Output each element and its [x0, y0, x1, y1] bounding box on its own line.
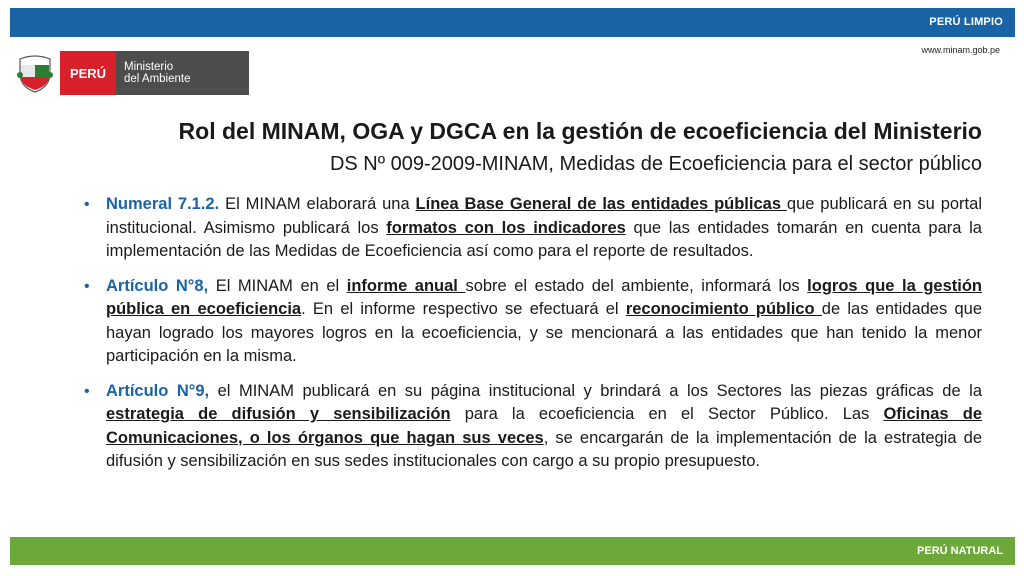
- website-url[interactable]: www.minam.gob.pe: [921, 45, 1000, 55]
- text-segment: el MINAM publicará en su página institucional y brindará a los Sectores las piezas gráficas de la: [209, 381, 982, 400]
- logo-country: PERÚ: [60, 51, 116, 95]
- slide-title: Rol del MINAM, OGA y DGCA en la gestión de ecoeficiencia del Ministerio: [178, 118, 982, 144]
- item-lead: Numeral 7.1.2.: [106, 195, 220, 213]
- bottom-banner-label: PERÚ NATURAL: [917, 545, 1003, 557]
- emphasis-segment: estrategia de difusión y sensibilización: [106, 405, 451, 423]
- emphasis-segment: Oficinas de Comunicaciones, o los órganos que hagan sus veces: [106, 405, 982, 447]
- bullet-icon: •: [84, 382, 90, 400]
- logo-ministry-line1: Ministerio: [124, 61, 174, 73]
- item-lead: Artículo N°8,: [106, 276, 209, 295]
- coat-of-arms-icon: [16, 53, 54, 93]
- text-segment: para la ecoeficiencia en el Sector Público. Las: [450, 405, 884, 423]
- text-segment: que publicará en su portal institucional. Asimismo publicará los: [106, 195, 982, 237]
- item-text: [106, 277, 982, 366]
- item-text: [106, 195, 982, 260]
- emphasis-segment: reconocimiento público: [625, 300, 822, 318]
- bottom-banner: [10, 537, 1015, 565]
- emphasis-segment: formatos con los indicadores: [386, 218, 626, 237]
- bullet-icon: •: [84, 196, 90, 213]
- bullet-item: [82, 275, 982, 369]
- top-banner: [10, 8, 1015, 37]
- emphasis-segment: informe anual: [346, 276, 466, 295]
- bullet-item: [82, 193, 982, 264]
- logo-ministry-name: [116, 51, 249, 95]
- text-segment: de las entidades que hayan logrado los mayores logros en la ecoeficiencia, y se mencionará a las entidades que han tenido la menor participación en la misma.: [106, 300, 982, 365]
- top-banner-label: PERÚ LIMPIO: [929, 16, 1003, 28]
- item-lead: Artículo N°9,: [106, 381, 210, 400]
- text-segment: El MINAM elaborará una: [219, 195, 416, 213]
- text-segment: El MINAM en el: [208, 276, 347, 295]
- emphasis-segment: Línea Base General de las entidades públicas: [415, 195, 787, 213]
- logo-ministry-line2: del Ambiente: [124, 73, 191, 85]
- bullet-item: [82, 380, 982, 474]
- text-segment: . En el informe respectivo se efectuará el: [301, 300, 626, 318]
- emphasis-segment: logros que la gestión pública en ecoeficiencia: [106, 276, 982, 318]
- text-segment: que las entidades tomarán en cuenta para la implementación de las Medidas de Ecoeficiencia así como para el reporte de resultados.: [106, 218, 982, 260]
- text-segment: sobre el estado del ambiente, informará los: [465, 276, 808, 295]
- bullet-list: [82, 193, 982, 485]
- slide-subtitle: DS Nº 009-2009-MINAM, Medidas de Ecoeficiencia para el sector público: [329, 153, 982, 175]
- bullet-icon: •: [84, 277, 90, 295]
- item-text: [106, 382, 982, 471]
- text-segment: , se encargarán de la implementación de la estrategia de difusión y sensibilización en sus sedes institucionales con cargo a su propio presupuesto.: [106, 428, 982, 470]
